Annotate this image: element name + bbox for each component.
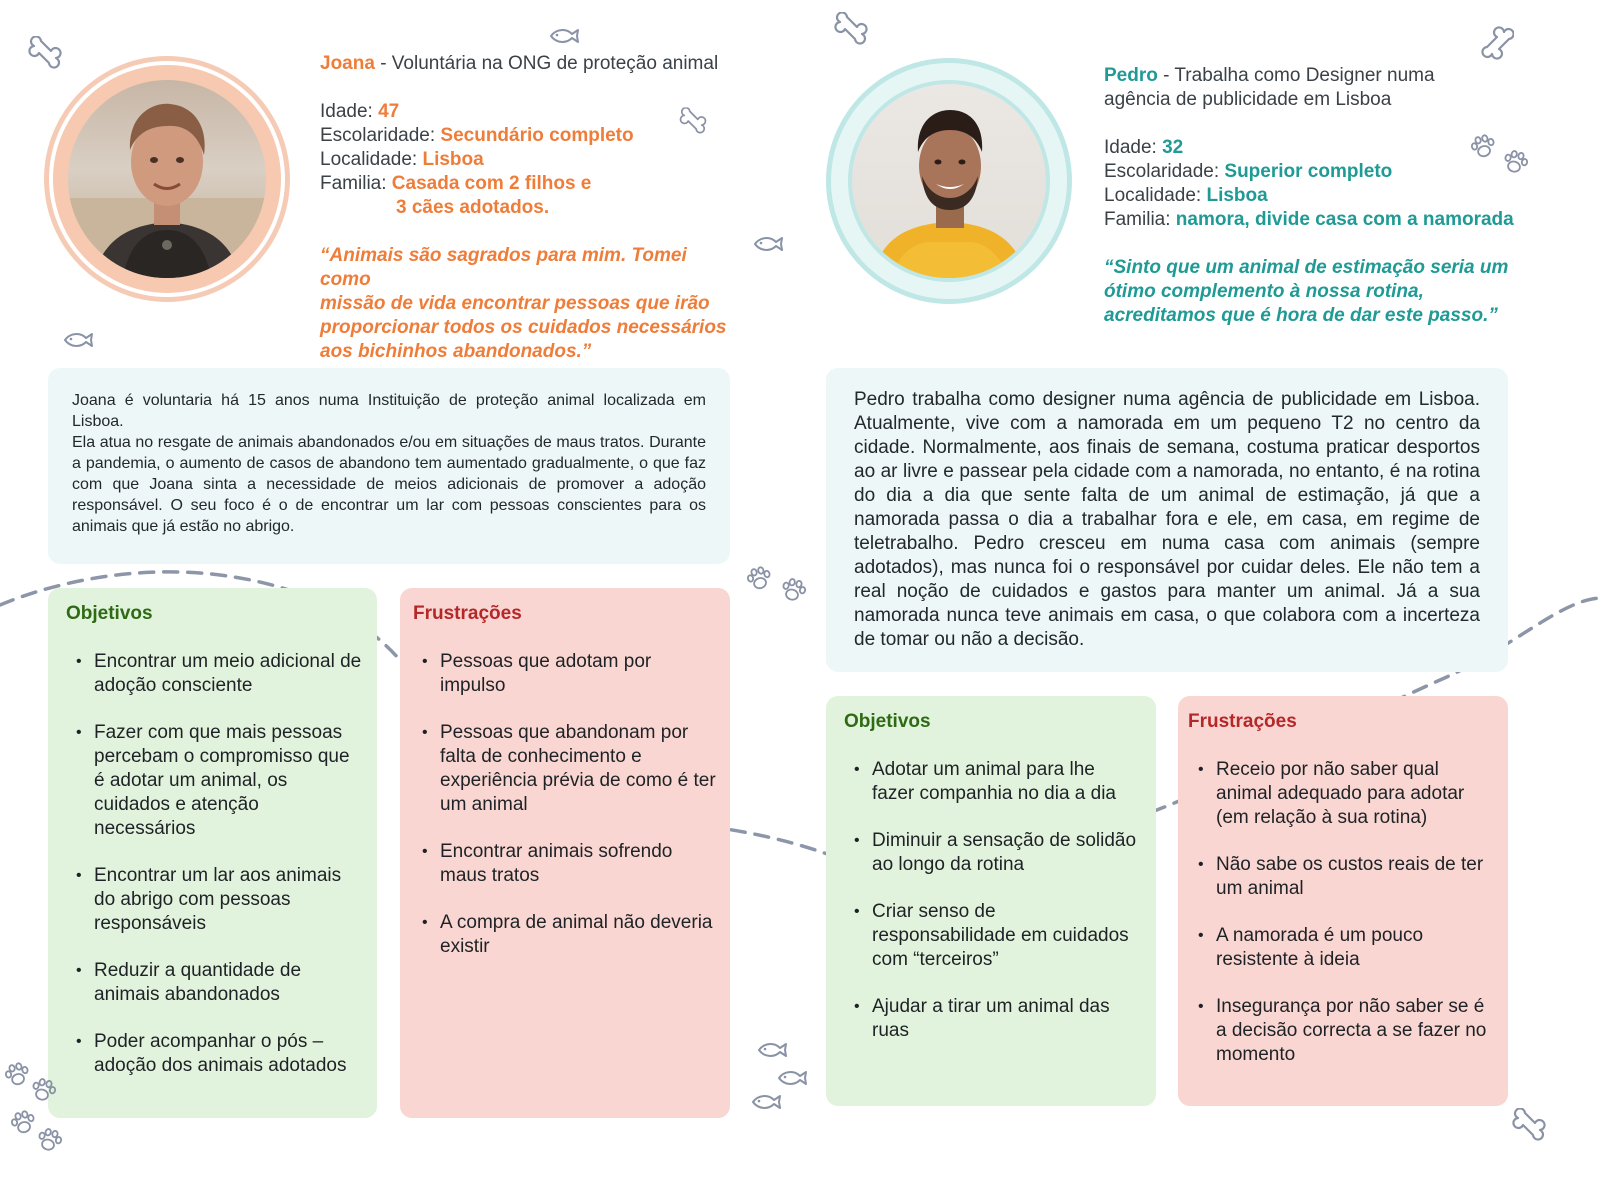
joana-familia-label: Familia:	[320, 173, 392, 194]
joana-idade-label: Idade:	[320, 101, 379, 122]
joana-role: - Voluntária na ONG de proteção animal	[374, 53, 719, 74]
joana-escolaridade-label: Escolaridade:	[320, 125, 441, 146]
pedro-name: Pedro	[1104, 65, 1158, 86]
joana-escolaridade: Secundário completo	[440, 125, 634, 146]
pedro-idade: 32	[1162, 137, 1184, 158]
list-item: • A namorada é um pouco resistente à ideia	[1198, 924, 1494, 972]
joana-objetivos-card	[48, 588, 377, 1118]
joana-avatar-ring	[44, 56, 290, 302]
list-item: • Reduzir a quantidade de animais abandonados	[76, 959, 363, 1007]
list-item: • Insegurança por não saber se é a decisão correcta a se fazer no momento	[1198, 995, 1494, 1067]
pedro-quote-line: acreditamos que é hora de dar este passo.”	[1104, 305, 1498, 326]
joana-bio-card	[48, 368, 730, 564]
joana-info	[320, 52, 740, 364]
pedro-escolaridade-label: Escolaridade:	[1104, 161, 1225, 182]
pedro-objetivos-card	[826, 696, 1156, 1106]
pedro-idade-label: Idade:	[1104, 137, 1163, 158]
joana-header	[320, 52, 740, 76]
joana-objetivos-list	[76, 650, 363, 1101]
pedro-bio-card	[826, 368, 1508, 672]
pedro-avatar-ring	[826, 58, 1072, 304]
list-item: • Adotar um animal para lhe fazer companhia no dia a dia	[854, 758, 1142, 806]
list-item: • Poder acompanhar o pós – adoção dos animais adotados	[76, 1030, 363, 1078]
pedro-avatar	[852, 84, 1046, 278]
joana-localidade-label: Localidade:	[320, 149, 423, 170]
pedro-localidade: Lisboa	[1206, 185, 1268, 206]
pedro-familia: namora, divide casa com a namorada	[1175, 209, 1514, 230]
pedro-role-1: - Trabalha como Designer numa	[1157, 65, 1435, 86]
joana-familia-1: Casada com 2 filhos e	[391, 173, 592, 194]
joana-name: Joana	[320, 53, 375, 74]
list-item: • Criar senso de responsabilidade em cuidados com “terceiros”	[854, 900, 1142, 972]
pedro-objetivos-title: Objetivos	[844, 711, 931, 732]
list-item: • Encontrar animais sofrendo maus tratos	[422, 840, 716, 888]
pedro-quote-line: ótimo complemento à nossa rotina,	[1104, 281, 1424, 302]
joana-quote-line: aos bichinhos abandonados.”	[320, 341, 592, 362]
joana-quote-line: “Animais são sagrados para mim. Tomei como	[320, 245, 687, 290]
list-item: • Não sabe os custos reais de ter um animal	[1198, 853, 1494, 901]
pedro-frustracoes-card	[1178, 696, 1508, 1106]
list-item: • Encontrar um meio adicional de adoção consciente	[76, 650, 363, 698]
list-item: • Pessoas que adotam por impulso	[422, 650, 716, 698]
list-item: • Receio por não saber qual animal adequado para adotar (em relação à sua rotina)	[1198, 758, 1494, 830]
joana-localidade: Lisboa	[422, 149, 484, 170]
joana-objetivos-title: Objetivos	[66, 603, 153, 624]
joana-quote-line: proporcionar todos os cuidados necessários	[320, 317, 727, 338]
pedro-localidade-label: Localidade:	[1104, 185, 1207, 206]
list-item: • A compra de animal não deveria existir	[422, 911, 716, 959]
pedro-quote	[1104, 256, 1564, 328]
joana-frustracoes-title: Frustrações	[413, 603, 522, 624]
list-item: • Ajudar a tirar um animal das ruas	[854, 995, 1142, 1043]
joana-quote	[320, 244, 740, 364]
joana-bio-p2: Ela atua no resgate de animais abandonados e/ou em situações de maus tratos. Durante a pandemia, o aumento de casos de abandono tem aumentado gradualmente, o que faz com que Joana sinta a necessidade de meios adicionais de promover a adoção responsável. O seu foco é o de encontrar um lar com pessoas conscientes para os animais que já estão no abrigo.	[72, 434, 706, 535]
pedro-escolaridade: Superior completo	[1224, 161, 1393, 182]
pedro-frustracoes-list	[1198, 758, 1494, 1090]
joana-familia-2: 3 cães adotados.	[396, 197, 550, 218]
pedro-quote-line: “Sinto que um animal de estimação seria um	[1104, 257, 1509, 278]
list-item: • Encontrar um lar aos animais do abrigo com pessoas responsáveis	[76, 864, 363, 936]
pedro-familia-label: Familia:	[1104, 209, 1176, 230]
pedro-role-2: agência de publicidade em Lisboa	[1104, 89, 1392, 110]
joana-quote-line: missão de vida encontrar pessoas que irão	[320, 293, 710, 314]
pedro-frustracoes-title: Frustrações	[1188, 711, 1297, 732]
joana-frustracoes-list	[422, 650, 716, 982]
joana-frustracoes-card	[400, 588, 730, 1118]
pedro-info	[1104, 64, 1564, 328]
pedro-objetivos-list	[854, 758, 1142, 1066]
list-item: • Fazer com que mais pessoas percebam o compromisso que é adotar um animal, os cuidados e atenção necessários	[76, 721, 363, 841]
pedro-bio-p: Pedro trabalha como designer numa agência de publicidade em Lisboa. Atualmente, vive com a namorada em um pequeno T2 no centro da cidade. Normalmente, aos finais de semana, costuma praticar desportos ao ar livre e passear pela cidade com a namorada, no entanto, é na rotina do dia a dia que sente falta de um animal de estimação, já que a namorada passa o dia a trabalhar fora e ele, em casa, em regime de teletrabalho. Pedro cresceu em numa casa com animais (sempre adotados), mas nunca foi o responsável por cuidar deles. Ele não tem a real noção de cuidados e gastos para manter um animal. Já a sua namorada nunca teve animais em casa, o que colabora com a incerteza de tomar ou não a decisão.	[854, 389, 1480, 650]
joana-avatar	[68, 80, 266, 278]
joana-idade: 47	[378, 101, 400, 122]
list-item: • Diminuir a sensação de solidão ao longo da rotina	[854, 829, 1142, 877]
list-item: • Pessoas que abandonam por falta de conhecimento e experiência prévia de como é ter um animal	[422, 721, 716, 817]
joana-bio-p1: Joana é voluntaria há 15 anos numa Instituição de proteção animal localizada em Lisboa.	[72, 392, 706, 430]
